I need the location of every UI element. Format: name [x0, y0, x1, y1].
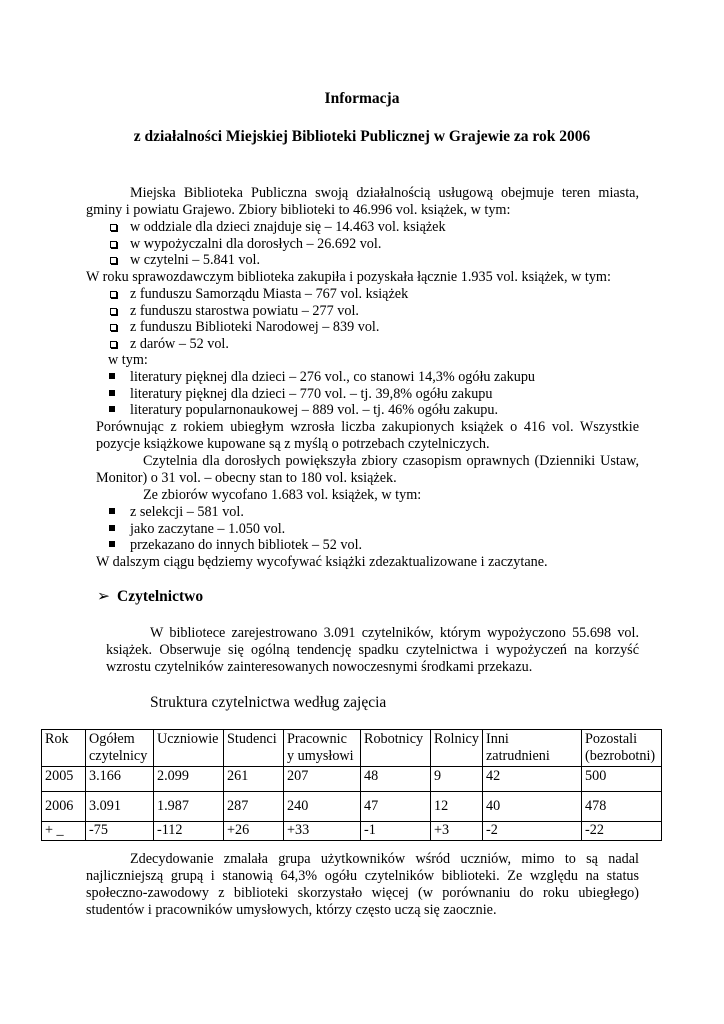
table-cell: 1.987 — [154, 792, 224, 822]
readers-paragraph: W bibliotece zarejestrowano 3.091 czytelników, którym wypożyczono 55.698 vol. książek. Obserwuje się ogólną tendencję spadku czytelnictwa i wypożyczeń na korzyść wzrostu czytelników zainteresowanych nowoczesnymi środkami przekazu. — [106, 625, 639, 675]
table-cell: 478 — [582, 792, 662, 822]
purchase-intro: W roku sprawozdawczym biblioteka zakupiła i pozyskała łącznie 1.935 vol. książek, w tym: — [86, 269, 611, 285]
withdrawn-intro: Ze zbiorów wycofano 1.683 vol. książek, w tym: — [143, 487, 422, 503]
list-item: jako zaczytane – 1.050 vol. — [108, 521, 362, 538]
header-cell: Rolnicy — [431, 730, 483, 767]
header-cell: Pozostali (bezrobotni) — [582, 730, 662, 767]
document-title: Informacja — [324, 90, 400, 107]
readership-table — [41, 729, 662, 841]
table-row — [42, 792, 662, 822]
comparison-paragraph: Porównując z rokiem ubiegłym wzrosła liczba zakupionych książek o 416 vol. Wszystkie pozycje książkowe kupowane są z myślą o potrzebach czytelniczych. — [96, 419, 639, 452]
table-cell: 261 — [224, 767, 284, 792]
w-tym-label: w tym: — [108, 352, 148, 368]
section-heading-text: Czytelnictwo — [117, 588, 204, 605]
intro-paragraph: Miejska Biblioteka Publiczna swoją działalnością usługową obejmuje teren miasta, gminy i powiatu Grajewo. Zbiory biblioteki to 46.996 vol. książek, w tym: — [86, 185, 639, 218]
collection-list — [108, 219, 446, 269]
arrow-bullet-icon: ➢ — [97, 588, 110, 605]
table-cell: 207 — [284, 767, 361, 792]
list-item: z darów – 52 vol. — [108, 336, 408, 353]
header-cell: Robotnicy — [361, 730, 431, 767]
table-cell: 500 — [582, 767, 662, 792]
table-row — [42, 767, 662, 792]
table-cell: 47 — [361, 792, 431, 822]
closing-paragraph: Zdecydowanie zmalała grupa użytkowników wśród uczniów, mimo to są nadal najliczniejszą grupą i stanowią 64,3% ogółu czytelników biblioteki. Ze względu na status społeczno-zawodowy z biblioteki skorzystało więcej (w porównaniu do roku ubiegłego) studentów i pracowników umysłowych, którzy często uczą się zaocznie. — [86, 851, 639, 918]
header-cell: Pracownic y umysłowi — [284, 730, 361, 767]
table-cell: 48 — [361, 767, 431, 792]
list-item: literatury popularnonaukowej – 889 vol. – tj. 46% ogółu zakupu. — [108, 402, 535, 419]
table-cell: 240 — [284, 792, 361, 822]
table-cell: -112 — [154, 822, 224, 841]
table-cell: 287 — [224, 792, 284, 822]
list-item: w czytelni – 5.841 vol. — [108, 252, 446, 269]
list-item: w oddziale dla dzieci znajduje się – 14.463 vol. książek — [108, 219, 446, 236]
table-cell: 40 — [483, 792, 582, 822]
header-cell: Inni zatrudnieni — [483, 730, 582, 767]
future-paragraph: W dalszym ciągu będziemy wycofywać książki zdezaktualizowane i zaczytane. — [96, 554, 548, 570]
purchase-list — [108, 286, 408, 353]
document-subtitle: z działalności Miejskiej Biblioteki Publicznej w Grajewie za rok 2006 — [133, 128, 591, 145]
table-cell: -22 — [582, 822, 662, 841]
table-cell: +26 — [224, 822, 284, 841]
literature-list — [108, 369, 535, 419]
table-cell: 9 — [431, 767, 483, 792]
table-cell: 12 — [431, 792, 483, 822]
table-cell: -2 — [483, 822, 582, 841]
table-cell: -1 — [361, 822, 431, 841]
list-item: z selekcji – 581 vol. — [108, 504, 362, 521]
table-header-row — [42, 730, 662, 767]
table-cell: 2005 — [42, 767, 86, 792]
table-cell: 3.091 — [86, 792, 154, 822]
header-cell: Ogółem czytelnicy — [86, 730, 154, 767]
header-cell: Studenci — [224, 730, 284, 767]
table-cell: + _ — [42, 822, 86, 841]
list-item: literatury pięknej dla dzieci – 770 vol. – tj. 39,8% ogółu zakupu — [108, 386, 535, 403]
list-item: z funduszu starostwa powiatu – 277 vol. — [108, 303, 408, 320]
table-cell: +3 — [431, 822, 483, 841]
section-heading — [97, 588, 203, 605]
list-item: z funduszu Samorządu Miasta – 767 vol. książek — [108, 286, 408, 303]
reading-room-paragraph: Czytelnia dla dorosłych powiększyła zbiory czasopism oprawnych (Dzienniki Ustaw, Monitor) o 31 vol. – obecny stan to 180 vol. książek. — [96, 453, 639, 486]
table-cell: 2006 — [42, 792, 86, 822]
header-cell: Uczniowie — [154, 730, 224, 767]
table-cell: 42 — [483, 767, 582, 792]
table-caption: Struktura czytelnictwa według zajęcia — [150, 694, 387, 711]
table-cell: 3.166 — [86, 767, 154, 792]
header-cell: Rok — [42, 730, 86, 767]
list-item: w wypożyczalni dla dorosłych – 26.692 vol. — [108, 236, 446, 253]
withdrawn-list — [108, 504, 362, 554]
table-cell: +33 — [284, 822, 361, 841]
list-item: przekazano do innych bibliotek – 52 vol. — [108, 537, 362, 554]
list-item: z funduszu Biblioteki Narodowej – 839 vol. — [108, 319, 408, 336]
table-cell: 2.099 — [154, 767, 224, 792]
table-row — [42, 822, 662, 841]
table-cell: -75 — [86, 822, 154, 841]
list-item: literatury pięknej dla dzieci – 276 vol., co stanowi 14,3% ogółu zakupu — [108, 369, 535, 386]
